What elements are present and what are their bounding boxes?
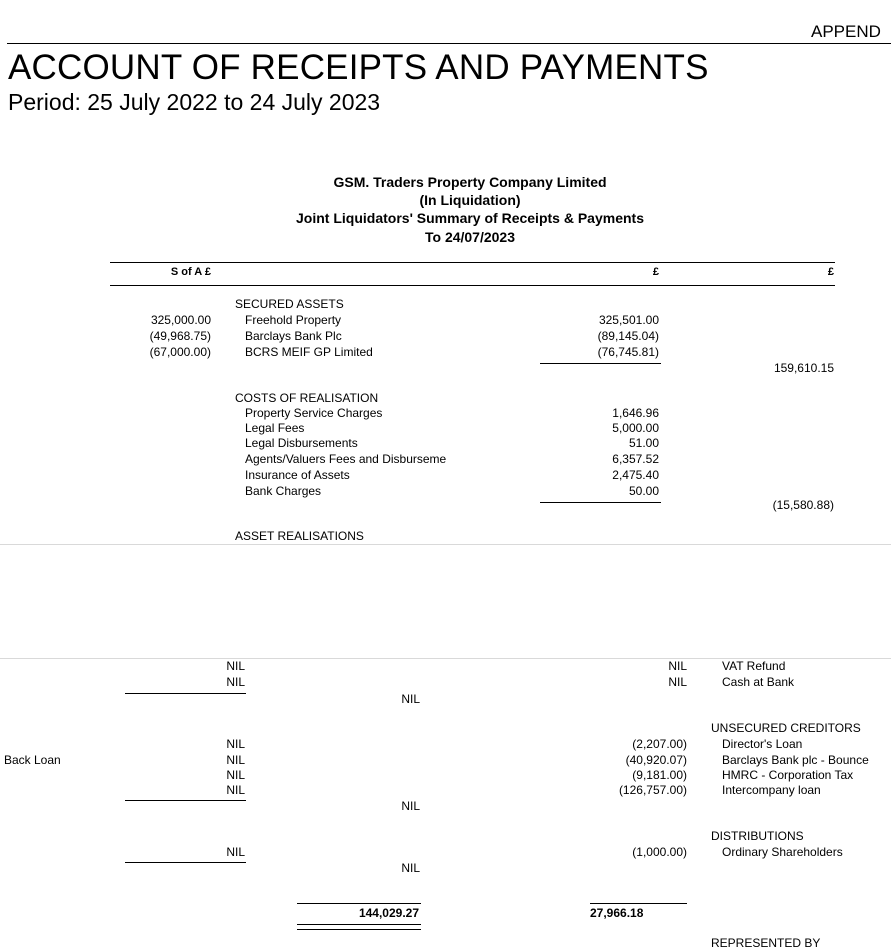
cash-label: Cash at Bank — [722, 675, 795, 689]
secured-soa-3: (67,000.00) — [149, 345, 211, 359]
summary-title: Joint Liquidators' Summary of Receipts & Payments — [296, 210, 644, 226]
secured-subtotal-rule — [540, 363, 661, 364]
col-header-soa: S of A £ — [170, 266, 211, 278]
distributions-subtotal-rule — [125, 862, 246, 863]
secured-assets-heading: SECURED ASSETS — [235, 297, 344, 311]
period-subtitle: Period: 25 July 2022 to 24 July 2023 — [8, 89, 381, 115]
unsecured-right-1: (2,207.00) — [632, 737, 687, 751]
asset-realisations-heading: ASSET REALISATIONS — [235, 529, 364, 543]
secured-amount-2: (89,145.04) — [597, 329, 659, 343]
col-header-pound-2: £ — [827, 266, 834, 278]
unsecured-label-4: Intercompany loan — [722, 783, 821, 797]
grand-total-left: 144,029.27 — [358, 906, 419, 920]
col-header-pound-1: £ — [652, 266, 659, 278]
grand-total-right-rule — [590, 903, 687, 904]
secured-soa-1: 325,000.00 — [150, 313, 211, 327]
secured-label-3: BCRS MEIF GP Limited — [245, 345, 373, 359]
page-break-rule-1 — [0, 544, 891, 545]
unsecured-left-fragment: Back Loan — [4, 753, 61, 767]
unsecured-subtotal: NIL — [401, 799, 420, 813]
unsecured-label-3: HMRC - Corporation Tax — [722, 768, 854, 782]
header-rule — [7, 43, 891, 44]
secured-amount-3: (76,745.81) — [597, 345, 659, 359]
distributions-subtotal: NIL — [401, 861, 420, 875]
costs-label-5: Insurance of Assets — [245, 468, 350, 482]
unsecured-right-2: (40,920.07) — [625, 753, 687, 767]
distributions-heading: DISTRIBUTIONS — [711, 829, 804, 843]
costs-label-2: Legal Fees — [245, 421, 305, 435]
secured-amount-1: 325,501.00 — [598, 313, 659, 327]
unsecured-left-1: NIL — [226, 737, 245, 751]
grand-total-left-double-rule — [297, 924, 421, 930]
vat-left: NIL — [226, 659, 245, 673]
vat-right: NIL — [668, 659, 687, 673]
company-name: GSM. Traders Property Company Limited — [333, 174, 607, 190]
costs-amount-5: 2,475.40 — [612, 468, 659, 482]
costs-amount-3: 51.00 — [628, 436, 659, 450]
distributions-left: NIL — [226, 845, 245, 859]
table-header-rule — [110, 285, 835, 286]
unsecured-subtotal-rule — [125, 800, 246, 801]
page-title: ACCOUNT OF RECEIPTS AND PAYMENTS — [8, 48, 709, 87]
asset-subtotal: NIL — [401, 692, 420, 706]
costs-heading: COSTS OF REALISATION — [235, 391, 379, 405]
grand-total-right: 27,966.18 — [590, 906, 644, 920]
distributions-right: (1,000.00) — [632, 845, 687, 859]
costs-total: (15,580.88) — [772, 498, 834, 512]
costs-amount-2: 5,000.00 — [612, 421, 659, 435]
unsecured-label-2: Barclays Bank plc - Bounce — [722, 753, 869, 767]
asset-subtotal-rule — [125, 693, 246, 694]
costs-amount-6: 50.00 — [628, 484, 659, 498]
secured-label-1: Freehold Property — [245, 313, 342, 327]
costs-subtotal-rule — [540, 502, 661, 503]
costs-amount-1: 1,646.96 — [612, 406, 659, 420]
grand-total-left-rule — [297, 903, 421, 904]
company-status: (In Liquidation) — [419, 192, 521, 208]
unsecured-right-4: (126,757.00) — [618, 783, 687, 797]
distributions-label: Ordinary Shareholders — [722, 845, 843, 859]
secured-label-2: Barclays Bank Plc — [245, 329, 342, 343]
table-top-rule — [110, 262, 835, 263]
unsecured-left-4: NIL — [226, 783, 245, 797]
vat-label: VAT Refund — [722, 659, 786, 673]
costs-label-6: Bank Charges — [245, 484, 322, 498]
unsecured-left-2: NIL — [226, 753, 245, 767]
costs-label-3: Legal Disbursements — [245, 436, 358, 450]
appendix-label: APPEND — [811, 22, 881, 41]
unsecured-label-1: Director's Loan — [722, 737, 803, 751]
unsecured-left-3: NIL — [226, 768, 245, 782]
unsecured-heading: UNSECURED CREDITORS — [711, 721, 861, 735]
costs-label-1: Property Service Charges — [245, 406, 383, 420]
represented-by-heading: REPRESENTED BY — [711, 936, 821, 950]
unsecured-right-3: (9,181.00) — [632, 768, 687, 782]
summary-date: To 24/07/2023 — [424, 229, 516, 245]
cash-left: NIL — [226, 675, 245, 689]
cash-right: NIL — [668, 675, 687, 689]
costs-amount-4: 6,357.52 — [612, 452, 659, 466]
secured-soa-2: (49,968.75) — [149, 329, 211, 343]
costs-label-4: Agents/Valuers Fees and Disburseme — [245, 452, 447, 466]
secured-total: 159,610.15 — [773, 361, 834, 375]
